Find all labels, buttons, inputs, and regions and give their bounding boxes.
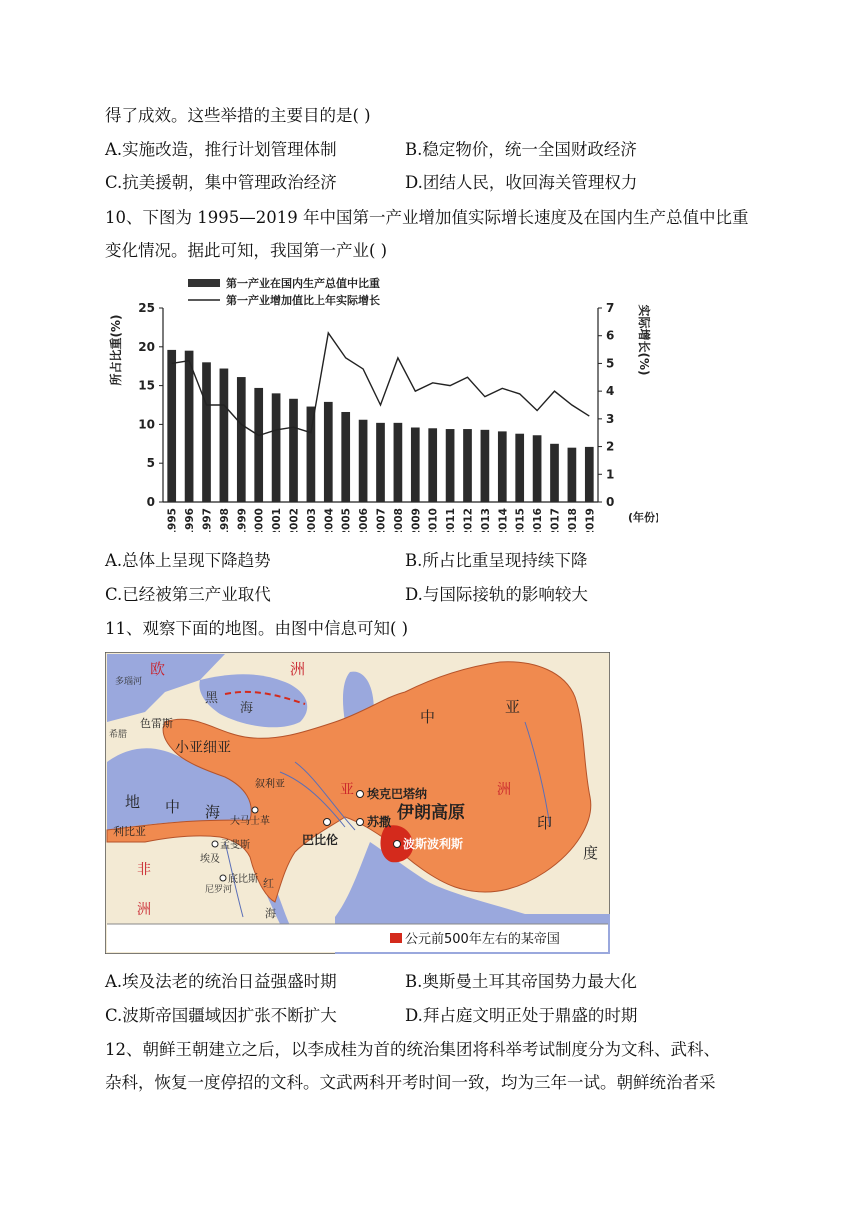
city-persepolis-marker (394, 841, 401, 848)
x-tick-label: 2011 (445, 508, 458, 532)
growth-line (172, 333, 590, 436)
q10-stem-line2: 变化情况。据此可知，我国第一产业( ) (105, 241, 388, 260)
x-tick-label: 2006 (358, 508, 371, 532)
label-syria: 叙利亚 (255, 779, 285, 790)
label-central: 中 (420, 708, 436, 726)
label-asia-1: 亚 (340, 782, 354, 798)
city-ecbatana-label: 埃克巴塔纳 (367, 787, 428, 801)
y-right-label: 实际增长(%) (637, 304, 651, 376)
legend-bar-label: 第一产业在国内生产总值中比重 (226, 277, 380, 290)
y-right-tick-label: 5 (606, 356, 615, 371)
x-tick-label: 2000 (253, 508, 266, 532)
label-black-sea: 黑 (205, 691, 219, 706)
city-thebes-marker (220, 875, 226, 881)
city-memphis-label: 孟斐斯 (220, 840, 250, 851)
chart-bars (167, 350, 593, 502)
city-babylon-marker (324, 819, 331, 826)
label-red-sea: 红 (263, 877, 274, 890)
bar (167, 350, 176, 502)
x-axis-label: (年份) (628, 511, 658, 524)
label-danube: 多瑙河 (115, 677, 143, 687)
bar (446, 429, 455, 502)
city-babylon-label: 巴比伦 (302, 833, 339, 847)
y-left-label: 所占比重(%) (109, 314, 123, 386)
label-africa-2: 洲 (137, 902, 151, 918)
label-mediterranean-3: 海 (205, 803, 221, 821)
q11-option-c: C.波斯帝国疆域因扩张不断扩大 (105, 1006, 337, 1025)
label-india-2: 度 (583, 844, 599, 862)
x-tick-label: 2002 (288, 508, 301, 532)
label-asia-2: 洲 (497, 782, 511, 798)
bar (533, 435, 542, 502)
bar (463, 429, 472, 502)
x-tick-label: 1999 (236, 508, 249, 532)
city-damascus-marker (252, 807, 258, 813)
y-right-tick-label: 6 (606, 328, 615, 343)
x-tick-label: 1995 (166, 508, 179, 532)
y-left-tick-label: 10 (138, 417, 155, 432)
q11-map (105, 652, 610, 954)
label-africa-1: 非 (137, 862, 151, 878)
q12-stem-line2: 杂科，恢复一度停招的文科。文武两科开考时间一致，均为三年一试。朝鲜统治者采 (105, 1073, 716, 1092)
bar (411, 428, 420, 502)
y-left-tick-label: 15 (138, 378, 155, 393)
label-europe-2: 洲 (290, 660, 306, 678)
label-libya: 利比亚 (113, 825, 146, 838)
label-mediterranean-1: 地 (125, 793, 141, 811)
chart-line-series (172, 333, 590, 436)
q10-option-c: C.已经被第三产业取代 (105, 585, 271, 604)
y-left-tick-label: 0 (146, 495, 155, 509)
q11-option-b: B.奥斯曼土耳其帝国势力最大化 (405, 972, 637, 991)
bar (289, 399, 298, 502)
bar (220, 369, 229, 502)
bar (376, 423, 385, 502)
x-tick-label: 2017 (549, 508, 562, 532)
bar (272, 393, 281, 502)
x-tick-label: 2007 (375, 508, 388, 532)
q10-chart (108, 270, 658, 532)
legend-line-label: 第一产业增加值比上年实际增长 (226, 294, 380, 307)
q10-option-a: A.总体上呈现下降趋势 (105, 551, 271, 570)
x-tick-label: 2010 (427, 508, 440, 532)
bar (185, 351, 194, 502)
city-memphis-marker (212, 841, 218, 847)
x-tick-label: 2004 (323, 508, 336, 532)
bar (341, 412, 350, 502)
bar (394, 423, 403, 502)
x-tick-label: 2013 (479, 508, 492, 532)
bar (550, 444, 559, 502)
x-tick-label: 2016 (532, 508, 545, 532)
x-tick-label: 2018 (566, 508, 579, 532)
bar (498, 431, 507, 502)
q9-stem-tail: 得了成效。这些举措的主要目的是( ) (105, 106, 371, 125)
bar (428, 428, 437, 502)
x-tick-label: 2009 (410, 508, 423, 532)
y-right-tick-label: 0 (606, 495, 615, 509)
label-asia-minor: 小亚细亚 (175, 740, 231, 756)
q10-option-b: B.所占比重呈现持续下降 (405, 551, 588, 570)
x-tick-label: 2015 (514, 508, 527, 532)
y-right-tick-label: 1 (606, 467, 615, 482)
x-tick-label: 2003 (305, 508, 318, 532)
y-left-tick-label: 5 (146, 456, 155, 471)
x-tick-label: 2014 (497, 508, 510, 532)
label-thrace: 色雷斯 (140, 717, 173, 730)
q11-option-a: A.埃及法老的统治日益强盛时期 (105, 972, 337, 991)
x-tick-label: 2001 (271, 508, 284, 532)
city-ecbatana-marker (357, 791, 364, 798)
x-tick-label: 1998 (218, 508, 231, 532)
label-europe-1: 欧 (150, 660, 166, 678)
label-greece: 希腊 (109, 730, 128, 740)
map-legend-label: 公元前500年左右的某帝国 (405, 932, 560, 947)
q11-option-d: D.拜占庭文明正处于鼎盛的时期 (405, 1006, 638, 1025)
bar (481, 430, 490, 502)
q9-option-c: C.抗美援朝，集中管理政治经济 (105, 173, 337, 192)
bar (324, 402, 333, 502)
bar (254, 388, 263, 502)
x-tick-label: 1996 (184, 508, 197, 532)
label-red-sea-2: 海 (265, 907, 276, 920)
label-india-1: 印 (537, 814, 553, 832)
q11-stem: 11、观察下面的地图。由图中信息可知( ) (105, 619, 409, 638)
y-left-tick-label: 20 (138, 339, 155, 354)
y-right-tick-label: 4 (606, 384, 615, 399)
city-susa-label: 苏撒 (367, 815, 392, 829)
map-legend-swatch (390, 933, 402, 943)
x-tick-label: 2019 (584, 508, 597, 532)
x-tick-label: 2005 (340, 508, 353, 532)
legend-bar-swatch (188, 279, 220, 287)
x-tick-label: 2012 (462, 508, 475, 532)
bar (585, 447, 594, 502)
bar (237, 377, 246, 502)
city-susa-marker (357, 819, 364, 826)
q10-option-d: D.与国际接轨的影响较大 (405, 585, 588, 604)
label-asia-a: 亚 (505, 698, 521, 716)
bar (568, 448, 577, 502)
label-mediterranean-2: 中 (165, 798, 181, 816)
q10-chart-svg (108, 270, 658, 532)
chart-x-ticks (167, 508, 597, 532)
bar (515, 434, 524, 502)
label-nile: 尼罗河 (205, 885, 233, 895)
bar (359, 420, 368, 502)
label-egypt: 埃及 (200, 854, 220, 865)
label-iran: 伊朗高原 (397, 803, 465, 823)
q9-option-a: A.实施改造，推行计划管理体制 (105, 140, 337, 159)
q12-stem-line1: 12、朝鲜王朝建立之后，以李成桂为首的统治集团将科举考试制度分为文科、武科、 (105, 1040, 720, 1059)
y-right-tick-label: 7 (606, 301, 615, 315)
y-left-tick-label: 25 (138, 301, 155, 315)
q10-stem-line1: 10、下图为 1995—2019 年中国第一产业增加值实际增长速度及在国内生产总值中比重 (105, 208, 749, 227)
x-tick-label: 2008 (392, 508, 405, 532)
q9-option-b: B.稳定物价，统一全国财政经济 (405, 140, 637, 159)
city-thebes-label: 底比斯 (228, 874, 258, 885)
city-damascus-label: 大马士革 (230, 816, 270, 827)
bar (307, 407, 316, 502)
q11-map-svg (105, 652, 610, 954)
q9-option-d: D.团结人民，收回海关管理权力 (405, 173, 638, 192)
bar (202, 362, 211, 502)
y-right-tick-label: 2 (606, 439, 615, 454)
city-persepolis-label: 波斯波利斯 (403, 837, 464, 851)
y-right-tick-label: 3 (606, 411, 615, 426)
x-tick-label: 1997 (201, 508, 214, 532)
label-black-sea-2: 海 (240, 701, 254, 716)
